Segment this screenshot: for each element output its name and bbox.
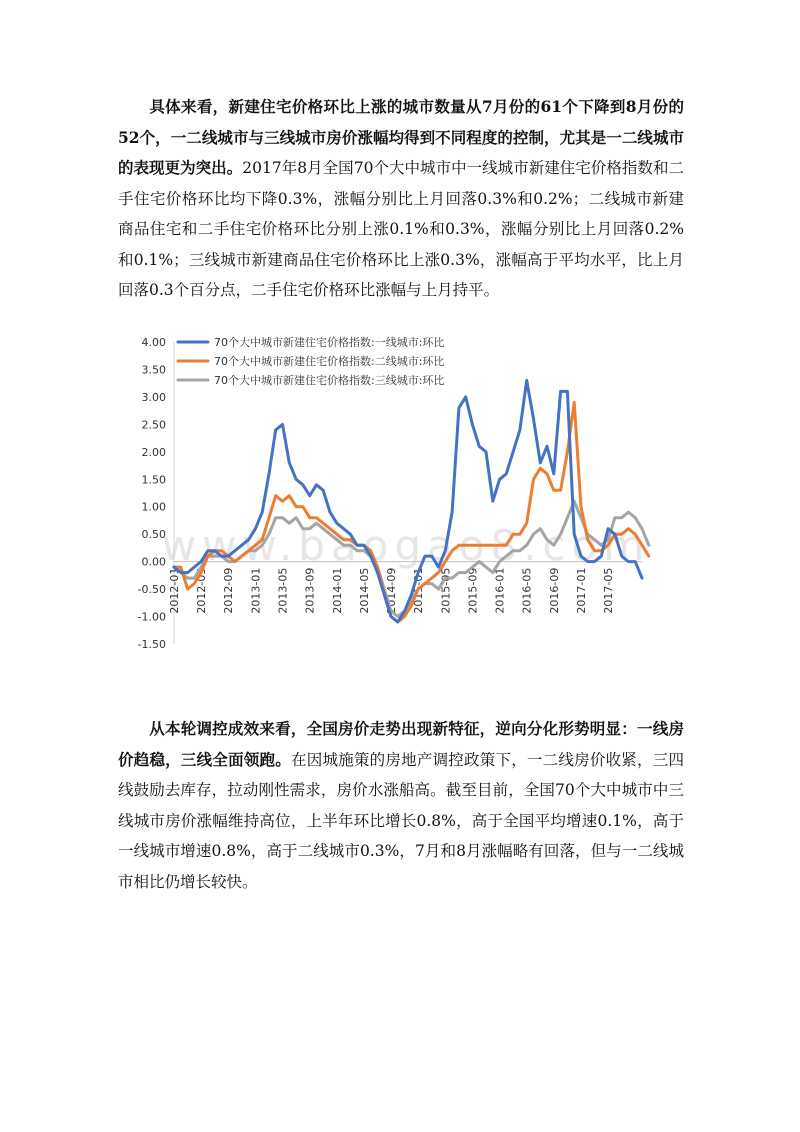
y-tick-label: -1.50 — [137, 638, 166, 651]
paragraph-price-trend — [118, 92, 684, 306]
x-tick-label: 2017-05 — [602, 567, 616, 614]
x-tick-label: 2016-09 — [547, 567, 561, 614]
x-tick-label: 2016-05 — [520, 567, 534, 614]
x-tick-label: 2015-01 — [412, 567, 426, 614]
y-tick-label: 3.00 — [141, 390, 166, 404]
y-tick-label: 2.00 — [141, 445, 166, 459]
x-tick-label: 2012-05 — [195, 567, 209, 614]
chart-legend — [178, 335, 444, 387]
y-tick-label: 4.00 — [141, 336, 166, 349]
y-tick-label: 3.50 — [141, 363, 166, 377]
y-tick-label: 2.50 — [141, 418, 166, 432]
x-tick-label: 2014-09 — [385, 567, 399, 614]
y-tick-label: -1.00 — [137, 610, 166, 624]
paragraph1-bold-text: 具体来看，新建住宅价格环比上涨的城市数量从7月份的61个下降到8月份的52个，一二线城市与三线城市房价涨幅均得到不同程度的控制，尤其是一二线城市的表现更为突出。 — [118, 97, 684, 177]
x-tick-label: 2012-09 — [222, 567, 236, 614]
paragraph-regulation-result — [118, 714, 684, 897]
paragraph2-body-text: 在因城施策的房地产调控政策下，一二线房价收紧，三四线鼓励去库存，拉动刚性需求，房价水涨船高。截至目前，全国70个大中城市中三线城市房价涨幅维持高位，上半年环比增长0.8%，高于全国平均增速0.1%，高于一线城市增速0.8%，高于二线城市0.3%，7月和8月涨幅略有回落，但与一二线城市相比仍增长较快。 — [118, 750, 684, 891]
x-tick-label: 2017-01 — [574, 567, 588, 614]
x-tick-label: 2013-01 — [249, 567, 263, 614]
legend-label: 70个大中城市新建住宅价格指数:二线城市:环比 — [214, 355, 445, 368]
x-tick-label: 2012-01 — [168, 567, 181, 614]
watermark-text: www.baogao8.com — [161, 521, 651, 570]
paragraph1-body-text: 2017年8月全国70个大中城市中一线城市新建住宅价格指数和二手住宅价格环比均下降0.3%，涨幅分别比上月回落0.3%和0.2%；二线城市新建商品住宅和二手住宅价格环比分别上涨0.1%和0.3%，涨幅分别比上月回落0.2%和0.1%；三线城市新建商品住宅价格环比上涨0.3%，涨幅高于平均水平，比上月回落0.3个百分点，二手住宅价格环比涨幅与上月持平。 — [118, 159, 684, 299]
x-tick-label: 2013-09 — [303, 567, 317, 614]
x-tick-label: 2015-05 — [439, 567, 453, 614]
y-tick-label: 0.50 — [141, 528, 166, 542]
legend-label: 70个大中城市新建住宅价格指数:三线城市:环比 — [214, 374, 445, 387]
y-tick-label: 0.00 — [141, 555, 166, 569]
legend-label: 70个大中城市新建住宅价格指数:一线城市:环比 — [214, 336, 445, 349]
x-tick-label: 2014-05 — [357, 567, 371, 614]
y-tick-label: -0.50 — [137, 583, 166, 597]
x-tick-label: 2015-09 — [466, 567, 480, 614]
x-tick-label: 2013-05 — [276, 567, 290, 614]
x-tick-label: 2016-01 — [493, 567, 507, 614]
paragraph2-bold-text: 从本轮调控成效来看，全国房价走势出现新特征，逆向分化形势明显：一线房价趋稳，三线全面领跑。 — [118, 719, 684, 769]
y-tick-label: 1.50 — [141, 473, 166, 487]
x-tick-label: 2014-01 — [330, 567, 344, 614]
y-tick-label: 1.00 — [141, 500, 166, 514]
line-chart — [108, 322, 668, 667]
